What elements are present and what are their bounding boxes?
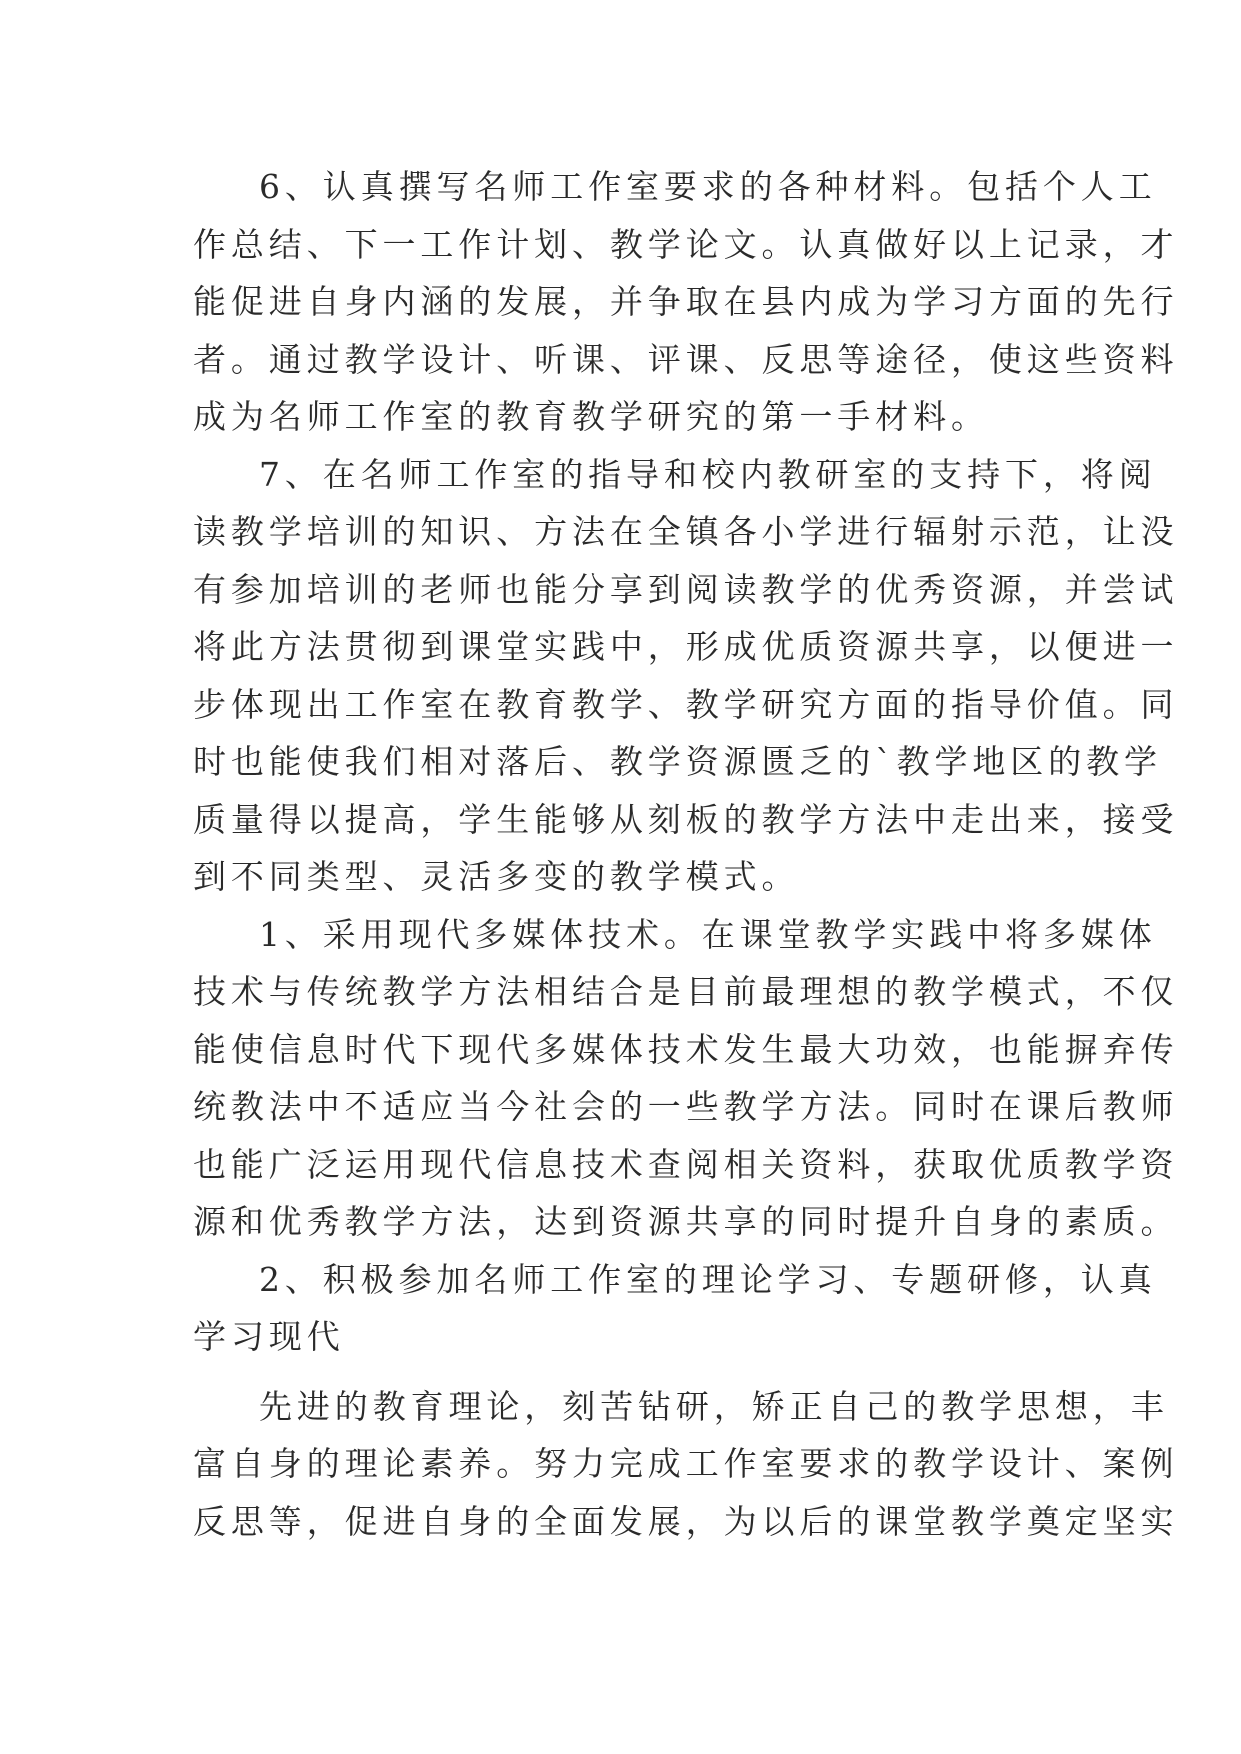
text-line: 学习现代 <box>193 1317 345 1356</box>
text-line: 到不同类型、灵活多变的教学模式。 <box>193 857 800 896</box>
text-line: 将此方法贯彻到课堂实践中，形成优质资源共享，以便进一 <box>193 627 1179 666</box>
text-line: 能促进自身内涵的发展，并争取在县内成为学习方面的先行 <box>193 282 1179 321</box>
text-line: 源和优秀教学方法，达到资源共享的同时提升自身的素质。 <box>193 1202 1179 1241</box>
text-line: 质量得以提高，学生能够从刻板的教学方法中走出来，接受 <box>193 799 1179 839</box>
text-line: 能使信息时代下现代多媒体技术发生最大功效，也能摒弃传 <box>193 1029 1179 1069</box>
text-line: 2、积极参加名师工作室的理论学习、专题研修，认真 <box>259 1259 1157 1299</box>
text-line: 者。通过教学设计、听课、评课、反思等途径，使这些资料 <box>193 339 1179 379</box>
text-line: 技术与传统教学方法相结合是目前最理想的教学模式，不仅 <box>193 972 1179 1011</box>
document-body-text <box>193 158 1179 1550</box>
text-line: 有参加培训的老师也能分享到阅读教学的优秀资源，并尝试 <box>193 569 1179 609</box>
text-line: 反思等，促进自身的全面发展，为以后的课堂教学奠定坚实 <box>193 1501 1179 1541</box>
text-line: 富自身的理论素养。努力完成工作室要求的教学设计、案例 <box>193 1444 1179 1483</box>
text-line: 先进的教育理论，刻苦钻研，矫正自己的教学思想，丰 <box>259 1386 1169 1426</box>
text-line: 时也能使我们相对落后、教学资源匮乏的`教学地区的教学 <box>193 742 1162 781</box>
text-line: 步体现出工作室在教育教学、教学研究方面的指导价值。同 <box>193 684 1179 724</box>
text-line: 读教学培训的知识、方法在全镇各小学进行辐射示范，让没 <box>193 512 1179 551</box>
text-line: 统教法中不适应当今社会的一些教学方法。同时在课后教师 <box>193 1087 1179 1126</box>
text-line: 6、认真撰写名师工作室要求的各种材料。包括个人工 <box>259 167 1157 206</box>
text-line: 1、采用现代多媒体技术。在课堂教学实践中将多媒体 <box>259 914 1157 954</box>
text-line: 也能广泛运用现代信息技术查阅相关资料，获取优质教学资 <box>193 1144 1179 1184</box>
text-line: 作总结、下一工作计划、教学论文。认真做好以上记录，才 <box>193 224 1179 264</box>
text-line: 7、在名师工作室的指导和校内教研室的支持下，将阅 <box>259 454 1157 494</box>
text-line: 成为名师工作室的教育教学研究的第一手材料。 <box>193 397 989 436</box>
